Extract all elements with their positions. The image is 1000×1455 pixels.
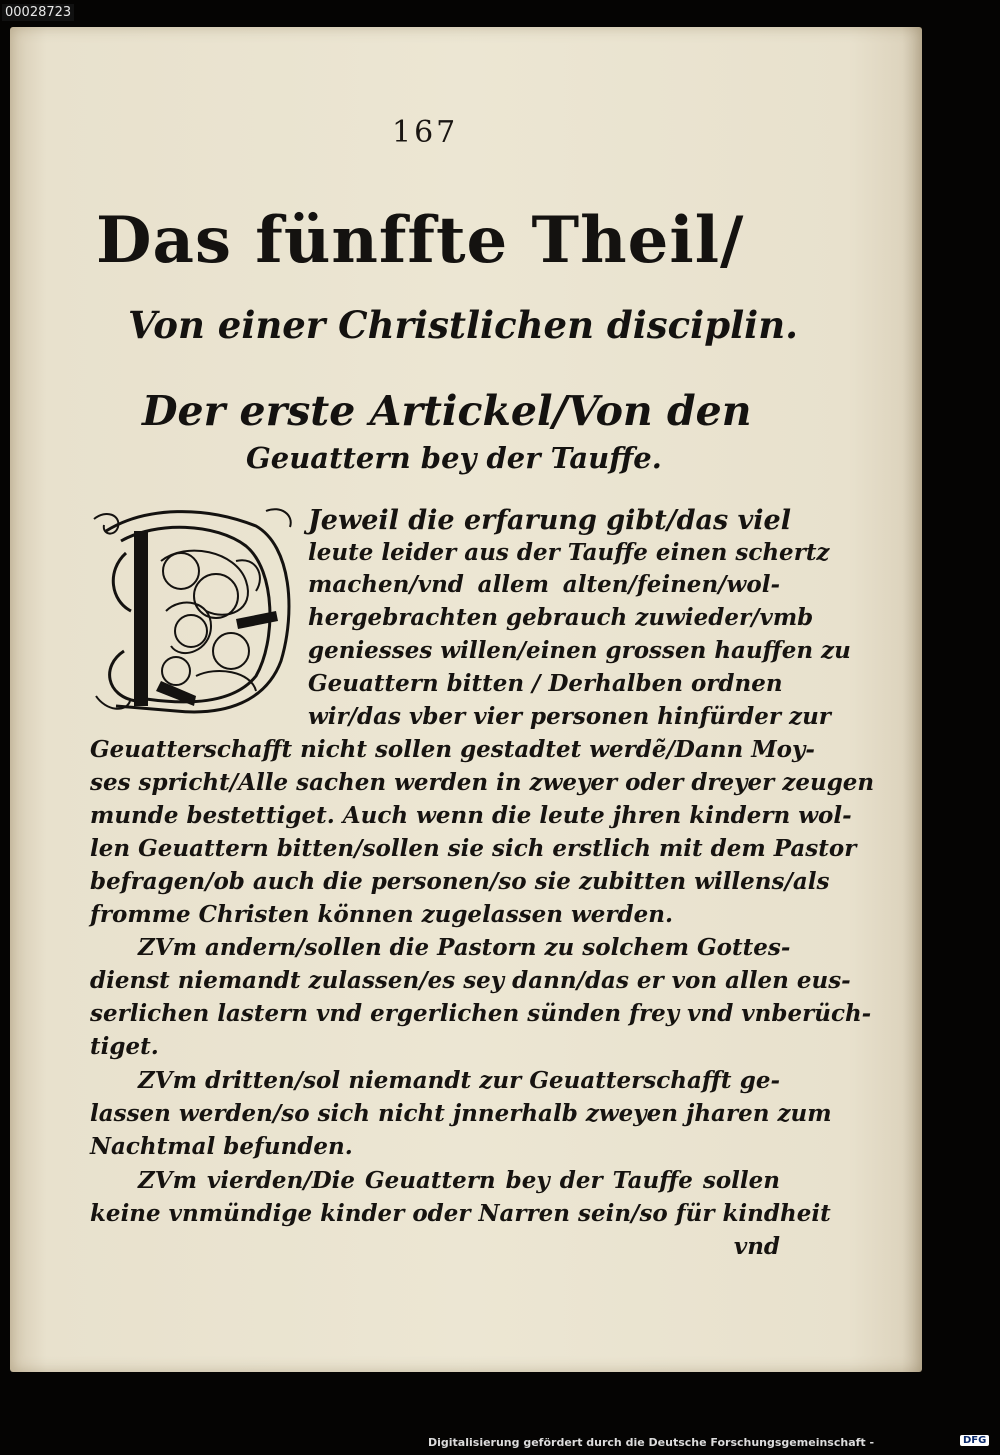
body-line: ZVm andern/sollen die Pastorn zu solchem Gottes- bbox=[138, 934, 791, 961]
chapter-subtitle: Von einer Christlichen disciplin. bbox=[128, 303, 798, 347]
body-line: Geuattern bitten / Derhalben ordnen bbox=[308, 670, 783, 697]
digitization-credit: Digitalisierung gefördert durch die Deutsche Forschungsgemeinschaft - bbox=[428, 1436, 875, 1449]
body-line: wir/das vber vier personen hinfürder zur bbox=[308, 703, 831, 730]
body-line: geniesses willen/einen grossen hauffen zu bbox=[308, 637, 851, 664]
ornamental-initial-d bbox=[86, 501, 300, 719]
article-heading: Der erste Artickel/Von den bbox=[142, 387, 752, 435]
body-line: munde bestettiget. Auch wenn die leute jhren kindern wol- bbox=[90, 802, 852, 829]
body-line: ZVm dritten/sol niemandt zur Geuatterschafft ge- bbox=[138, 1067, 780, 1094]
body-line: machen/vnd allem alten/feinen/wol- bbox=[308, 571, 780, 598]
body-line: Nachtmal befunden. bbox=[90, 1133, 353, 1160]
catchword: vnd bbox=[733, 1233, 780, 1260]
body-line: serlichen lastern vnd ergerlichen sünden frey vnd vnberüch- bbox=[90, 1000, 872, 1027]
scan-id-label: 00028723 bbox=[2, 4, 74, 21]
body-line: tiget. bbox=[90, 1033, 159, 1060]
page-number: 167 bbox=[392, 115, 459, 150]
book-page bbox=[10, 27, 922, 1372]
body-line: len Geuattern bitten/sollen sie sich erstlich mit dem Pastor bbox=[90, 835, 857, 862]
body-line: lassen werden/so sich nicht jnnerhalb zweyen jharen zum bbox=[90, 1100, 832, 1127]
body-line: keine vnmündige kinder oder Narren sein/so für kindheit bbox=[90, 1200, 831, 1227]
body-line: dienst niemandt zulassen/es sey dann/das er von allen eus- bbox=[90, 967, 851, 994]
body-line: Jeweil die erfarung gibt/das viel bbox=[308, 505, 791, 536]
body-line: befragen/ob auch die personen/so sie zubitten willens/als bbox=[90, 868, 830, 895]
body-line: ZVm vierden/Die Geuattern bey der Tauffe sollen bbox=[138, 1167, 780, 1194]
chapter-title: Das fünffte Theil/ bbox=[96, 203, 745, 278]
body-line: hergebrachten gebrauch zuwieder/vmb bbox=[308, 604, 814, 631]
body-line: ses spricht/Alle sachen werden in zweyer oder dreyer zeugen bbox=[90, 769, 875, 796]
page-edge-shadow bbox=[902, 27, 922, 1372]
article-subheading: Geuattern bey der Tauffe. bbox=[246, 441, 662, 475]
body-line: leute leider aus der Tauffe einen schertz bbox=[308, 539, 830, 566]
dfg-logo: DFG bbox=[960, 1435, 989, 1446]
body-line: fromme Christen können zugelassen werden. bbox=[90, 901, 673, 928]
body-line: Geuatterschafft nicht sollen gestadtet werdẽ/Dann Moy- bbox=[90, 736, 815, 763]
